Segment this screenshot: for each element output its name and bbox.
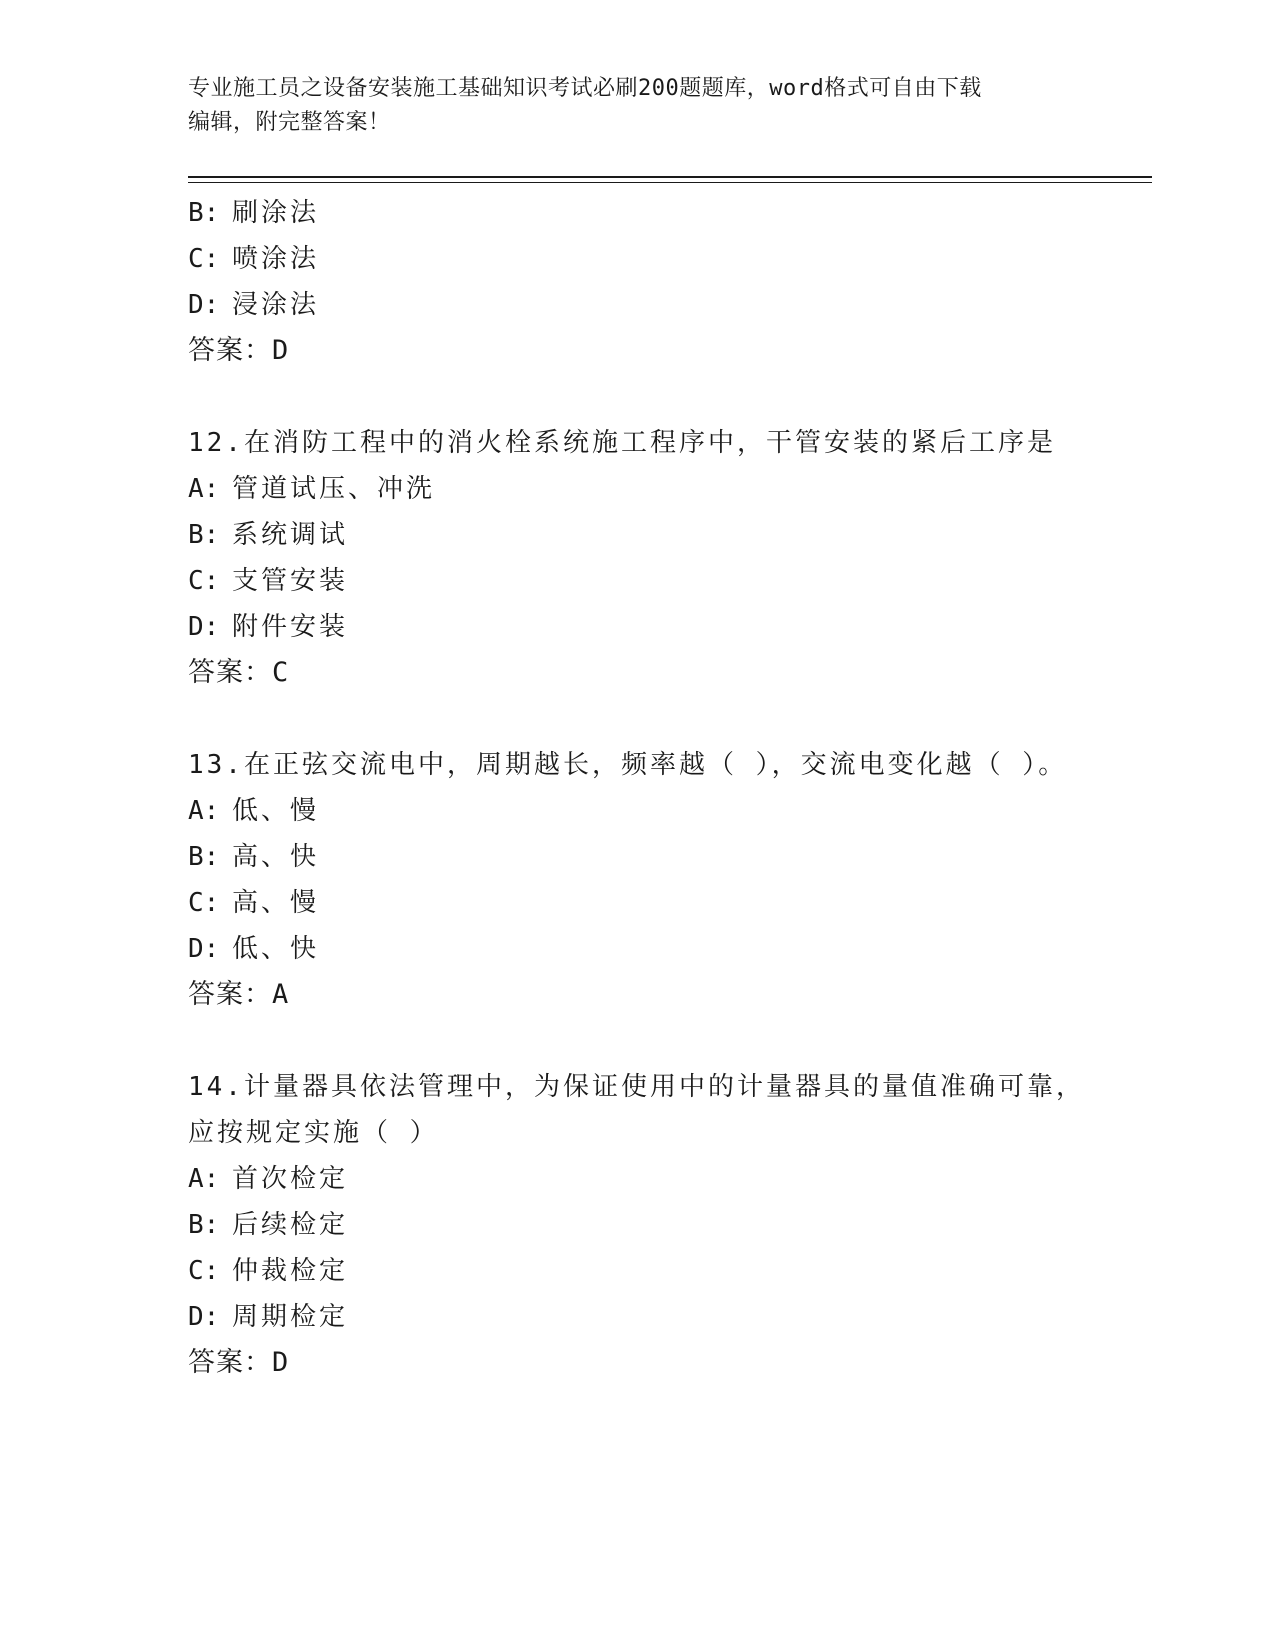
option-letter: C: xyxy=(188,566,220,596)
document-header xyxy=(188,72,1068,140)
header-divider-thin xyxy=(188,182,1152,183)
question-block-14 xyxy=(188,1064,1148,1386)
option-text: 系统调试 xyxy=(232,520,349,550)
option-text: 高、慢 xyxy=(232,888,320,918)
option-letter: A: xyxy=(188,474,220,504)
option-letter: D: xyxy=(188,290,220,320)
answer-line: 答案：C xyxy=(188,657,290,688)
option-letter: B: xyxy=(188,198,220,228)
option-c xyxy=(188,880,1148,926)
option-d xyxy=(188,926,1148,972)
option-text: 管道试压、冲洗 xyxy=(232,474,436,504)
option-d xyxy=(188,1294,1148,1340)
question-block-12 xyxy=(188,420,1148,696)
option-b xyxy=(188,190,1148,236)
option-letter: C: xyxy=(188,888,220,918)
option-text: 低、快 xyxy=(232,934,320,964)
option-c xyxy=(188,236,1148,282)
option-text: 高、快 xyxy=(232,842,320,872)
option-letter: D: xyxy=(188,612,220,642)
option-letter: C: xyxy=(188,1256,220,1286)
header-divider-thick xyxy=(188,176,1152,178)
question-block-13 xyxy=(188,742,1148,1018)
header-title-line-1: 专业施工员之设备安装施工基础知识考试必刷200题题库，word格式可自由下载 xyxy=(188,76,982,101)
option-letter: C: xyxy=(188,244,220,274)
option-letter: A: xyxy=(188,1164,220,1194)
option-text: 喷涂法 xyxy=(232,244,320,274)
option-b xyxy=(188,834,1148,880)
option-text: 低、慢 xyxy=(232,796,320,826)
answer-line: 答案：D xyxy=(188,335,290,366)
option-text: 周期检定 xyxy=(232,1302,349,1332)
option-text: 首次检定 xyxy=(232,1164,349,1194)
option-text: 支管安装 xyxy=(232,566,349,596)
option-letter: D: xyxy=(188,1302,220,1332)
option-text: 后续检定 xyxy=(232,1210,349,1240)
question-text-line-1: 14.计量器具依法管理中，为保证使用中的计量器具的量值准确可靠， xyxy=(188,1072,1085,1102)
option-a xyxy=(188,466,1148,512)
question-text: 13.在正弦交流电中，周期越长，频率越（ ），交流电变化越（ ）。 xyxy=(188,750,1068,780)
question-list xyxy=(188,190,1148,1386)
option-text: 浸涂法 xyxy=(232,290,320,320)
answer-line: 答案：D xyxy=(188,1347,290,1378)
option-a xyxy=(188,1156,1148,1202)
question-text: 12.在消防工程中的消火栓系统施工程序中，干管安装的紧后工序是 xyxy=(188,428,1056,458)
option-b xyxy=(188,512,1148,558)
option-d xyxy=(188,282,1148,328)
answer-line: 答案：A xyxy=(188,979,290,1010)
option-letter: B: xyxy=(188,1210,220,1240)
option-a xyxy=(188,788,1148,834)
option-letter: B: xyxy=(188,842,220,872)
option-c xyxy=(188,1248,1148,1294)
option-text: 刷涂法 xyxy=(232,198,320,228)
question-text-line-2: 应按规定实施（ ） xyxy=(188,1118,439,1148)
option-letter: B: xyxy=(188,520,220,550)
option-d xyxy=(188,604,1148,650)
option-text: 附件安装 xyxy=(232,612,349,642)
option-letter: A: xyxy=(188,796,220,826)
option-text: 仲裁检定 xyxy=(232,1256,349,1286)
option-c xyxy=(188,558,1148,604)
question-block-partial xyxy=(188,190,1148,374)
header-title-line-2: 编辑，附完整答案！ xyxy=(188,110,391,135)
option-b xyxy=(188,1202,1148,1248)
option-letter: D: xyxy=(188,934,220,964)
